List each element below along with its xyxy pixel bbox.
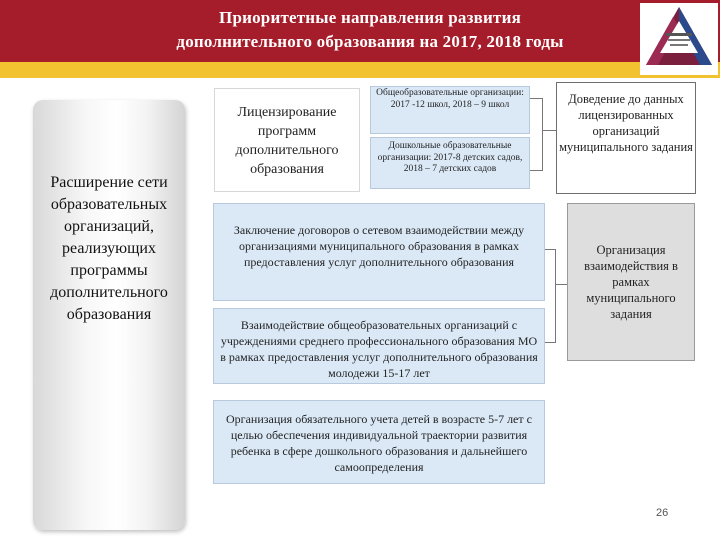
left-panel-text: Расширение сети образовательных организаций, реализующих программы дополнительного образования: [50, 174, 168, 323]
connector-line: [545, 342, 555, 343]
page-number: 26: [656, 507, 669, 519]
network-contracts-box: Заключение договоров о сетевом взаимодействии между организациями муниципального образования в рамках предоставления услуг дополнительного образования: [213, 203, 545, 301]
logo-emblem-icon: [640, 3, 718, 75]
connector-line: [545, 249, 555, 250]
mandatory-accounting-box: Организация обязательного учета детей в возрасте 5-7 лет с целью обеспечения индивидуальной траектории развития ребенка в сфере дошкольного образования и дальнейшего самоопределения: [213, 400, 545, 484]
cooperation-vocational-box: Взаимодействие общеобразовательных организаций с учреждениями среднего профессионального образования МО в рамках предоставления услуг дополнительного образования молодежи 15-17 лет: [213, 308, 545, 384]
connector-line: [542, 130, 556, 131]
connector-line: [555, 284, 567, 285]
header-stripe: [0, 62, 720, 78]
connector-line: [542, 98, 543, 171]
connector-line: [530, 170, 542, 171]
interaction-task-box: Организация взаимодействия в рамках муниципального задания: [567, 203, 695, 361]
slide-title-line-1: Приоритетные направления развития: [219, 8, 521, 27]
licensing-box: Лицензирование программ дополнительного образования: [214, 88, 360, 192]
bring-to-licensed-box: Доведение до данных лицензированных организаций муниципального задания: [556, 82, 696, 194]
slide-title: [110, 6, 630, 54]
general-orgs-box: Общеобразовательные организации: 2017 -12 школ, 2018 – 9 школ: [370, 86, 530, 134]
preschool-orgs-box: Дошкольные образовательные организации: 2017-8 детских садов, 2018 – 7 детских садов: [370, 137, 530, 189]
slide-title-line-2: дополнительного образования на 2017, 2018 годы: [176, 32, 564, 51]
connector-line: [530, 98, 542, 99]
connector-line: [555, 249, 556, 343]
logo: [640, 3, 718, 75]
